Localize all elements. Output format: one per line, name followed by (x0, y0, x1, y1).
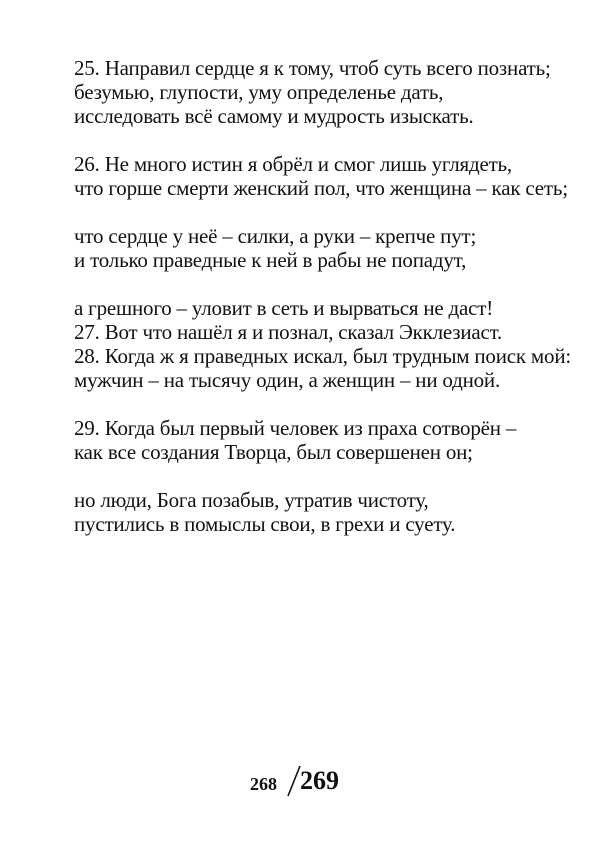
poem-line: исследовать всё самому и мудрость изыскать. (74, 104, 474, 128)
poem-line: пустились в помыслы свои, в грехи и суету. (74, 512, 456, 536)
poem-line: 27. Вот что нашёл я и познал, сказал Экклезиаст. (74, 320, 503, 344)
poem-line: и только праведные к ней в рабы не попадут, (74, 248, 467, 272)
poem-line: мужчин – на тысячу один, а женщин – ни одной. (74, 368, 501, 392)
page-number-left: 268 (250, 774, 277, 794)
poem-line: 25. Направил сердце я к тому, чтоб суть всего познать; (74, 56, 551, 80)
poem-line: что сердце у неё – силки, а руки – крепче пут; (74, 224, 477, 248)
poem-line: 28. Когда ж я праведных искал, был трудным поиск мой: (74, 344, 571, 368)
page-number-right: 269 (300, 766, 339, 795)
poem-line: 26. Не много истин я обрёл и смог лишь углядеть, (74, 152, 512, 176)
poem-line: что горше смерти женский пол, что женщина – как сеть; (74, 176, 568, 200)
poem-line: как все создания Творца, был совершенен он; (74, 440, 473, 464)
poem-line: а грешного – уловит в сеть и вырваться не даст! (74, 296, 494, 320)
poem-line: безумью, глупости, уму определенье дать, (74, 80, 444, 104)
poem-line: 29. Когда был первый человек из праха сотворён – (74, 416, 517, 440)
page-numbers (0, 760, 600, 800)
poem-line: но люди, Бога позабыв, утратив чистоту, (74, 488, 429, 512)
